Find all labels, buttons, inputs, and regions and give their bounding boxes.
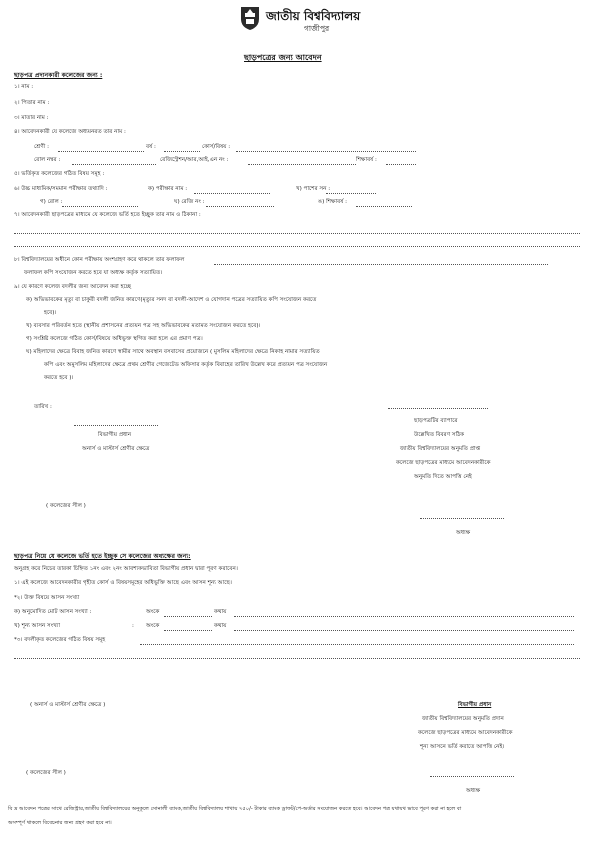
university-exam-input[interactable]	[214, 264, 548, 265]
footer-note-line1: বি দ্র আবেদন পত্রের সাথে রেজিস্ট্রার,জাতীয় বিশ্ববিদ্যালয়ের অনুকূলে সোনালী ব্যাংক,জাতীয় বিশ্ববিদ্যালয় শাখায় ৭৫০/- টাকার ব্যাংক ড্রাফট/পে-অর্ডার সংযোজন করতে হবে। আবেদন পত্র যথাযথ ভাবে পূরণ করা না হলে বা	[8, 806, 462, 812]
reason-a-cont: হবে)।	[44, 310, 57, 316]
section2-line3: *৩। বদলীকৃত কলেজের গঠিত বিষয় সমূহ	[14, 637, 106, 643]
section2-dept-head-title: বিভাগীয় প্রধান	[458, 702, 492, 708]
principal-sign-line-1[interactable]	[420, 518, 504, 519]
principal-line-1: ছাড়পত্রটির ব্যাপারে	[414, 418, 458, 424]
pass-year-label: খ) পাশের সন :	[296, 186, 331, 192]
registration-input[interactable]	[248, 164, 356, 165]
approved-seats-word-label: কথায়	[214, 609, 227, 615]
vacant-seats-colon: :	[132, 623, 134, 629]
principal-label-2: অধ্যক্ষ	[466, 788, 481, 794]
result-copy-note: ফলাফল কপি সংযোজন করতে হবে যা অধ্যক্ষ কর্তৃক সত্যায়িত।	[24, 270, 163, 276]
field-father-label: ২। পিতার নাম :	[14, 100, 50, 106]
university-location: গাজীপুর	[304, 24, 330, 33]
dept-head-sub: অনার্স ও মাস্টার্স শ্রেণীর ক্ষেত্রে	[82, 446, 150, 452]
dept-head-title: বিভাগীয় প্রধান	[98, 432, 132, 438]
hsc-session-input[interactable]	[356, 206, 412, 207]
college-seal-label-1: ( কলেজের সীল )	[46, 503, 86, 509]
principal-line-4: কলেজে ছাড়পত্রের মাধ্যমে আবেদনকারীকে	[396, 460, 491, 466]
target-college-label: ৭। আবেদনকারী ছাড়পত্রের মাধ্যমে যে কলেজে ভর্তি হতে ইচ্ছুক তার নাম ও ঠিকানা :	[14, 212, 201, 218]
field-subjects-label: ৫। ভর্তিকৃত কলেজের গঠিত বিষয় সমূহ :	[14, 171, 105, 177]
section2-intro: অনুগ্রহ করে নিচের তারকা চিহ্নিত ১নং এবং ২নং আবশ্যকভাবিতা বিভাগীয় প্রধান দ্বারা পূরণ করাবেন।	[14, 566, 238, 572]
reason-c: গ) সংশ্লিষ্ট কলেজে গঠিত কোর্স/বিষয়ে অধিভুক্ত স্থগিত করা হলে এর প্রমাণ পত্র।	[26, 336, 203, 342]
approved-seats-word-input[interactable]	[234, 616, 574, 617]
dept-head-sign-line[interactable]	[74, 425, 158, 426]
roll-label: রোল নম্বর :	[34, 157, 61, 163]
reason-d-cont2: করতে হবে )।	[44, 375, 74, 381]
field-name-label: ১। নাম :	[14, 84, 34, 90]
section2-line1: ১। এই কলেজে আবেদনকারীর গৃহীত কোর্স ও বিষয়সমূহের অধিভুক্তি আছে এবং আসন শূন্য আছে।	[14, 580, 232, 586]
hsc-info-label: ৬। উচ্চ মাধ্যমিক/সমমান পরীক্ষার তথ্যাদি :	[14, 186, 108, 192]
reason-a: ক) অভিভাবকের মৃত্যু বা চাকুরী বদলী জনিত কারণে(মৃত্যুর সনদ বা বদলী-আদেশ ও যোগদান পত্রের সত্যায়িত কপি সংযোজন করতে	[26, 297, 317, 303]
year-label: বর্ষ :	[146, 144, 156, 150]
footer-note-line2: অসম্পূর্ণ থাকলে বিবেচনার জন্য গ্রহণ করা হবে না।	[8, 820, 112, 826]
consent-line-3: শূন্য আসনে ভর্তি করাতে আপত্তি নেই।	[420, 744, 505, 750]
reason-d: ঘ) মহিলাদের ক্ষেত্রে বিবাহ জনিত কারণে স্বামীর সাথে অবস্থান বসবাসের প্রয়োজনে ( মুসলিম মহিলাদের ক্ষেত্রে নিকাহ নামার সত্যায়িত	[26, 349, 320, 355]
class-input[interactable]	[58, 151, 144, 152]
target-college-input-line2[interactable]	[14, 246, 580, 247]
vacant-seats-word-input[interactable]	[234, 630, 574, 631]
principal-line-5: অনুমতি দিতে আপত্তি নেই	[414, 474, 472, 480]
transfer-subjects-input-line2[interactable]	[14, 658, 580, 659]
university-crest-icon	[239, 5, 261, 31]
field-current-college-label: ৪। আবেদনকারী যে কলেজে অধ্যয়নরত তার নাম :	[14, 129, 126, 135]
registration-label: রেজিস্ট্রেশন/আর,আই,এন নং :	[160, 157, 229, 163]
hsc-reg-label: ঘ) রেজি নং :	[174, 199, 205, 205]
reason-b: খ) ব্যবসার পরিবর্তন হতে (স্থানীয় প্রশাসনের প্রত্যয়ন পত্র সহ অভিভাবকের মতামত সংযোজন করতে হবে)।	[26, 323, 261, 329]
date-label: তারিখ :	[34, 404, 52, 410]
college-seal-label-2: ( কলেজের সীল )	[26, 770, 66, 776]
university-exam-label: ৮। বিশ্ববিদ্যালয়ের অধীনে কোন পরীক্ষায় অংশগ্রহণ করে থাকলে তার ফলাফল	[14, 257, 185, 263]
target-college-input-line1[interactable]	[14, 233, 580, 234]
approved-seats-label: ক) অনুমোদিত মোট আসন সংখ্যা :	[14, 609, 92, 615]
vacant-seats-label: খ) শূন্য আসন সংখ্যা	[14, 623, 61, 629]
exam-name-input[interactable]	[194, 193, 270, 194]
principal-line-2: উল্লেখিত বিবরণ সঠিক	[414, 432, 465, 438]
pass-year-input[interactable]	[326, 193, 376, 194]
principal-line-3: জাতীয় বিশ্ববিদ্যালয়ের অনুমতি প্রাপ্ত	[400, 446, 481, 452]
exam-name-label: ক) পরীক্ষার নাম :	[148, 186, 188, 192]
session-label: শিক্ষাবর্ষ :	[356, 157, 377, 163]
hsc-session-label: ঙ) শিক্ষাবর্ষ :	[318, 199, 347, 205]
field-mother-label: ৩। মাতার নাম :	[14, 115, 49, 121]
section2-heading: ছাড়পত্র নিয়ে যে কলেজে ভর্তি হতে ইচ্ছুক সে কলেজের অধ্যক্ষের জন্য:	[14, 553, 191, 560]
hsc-reg-input[interactable]	[206, 206, 274, 207]
section2-dept-note: ( অনার্স ও মাস্টার্স শ্রেণীর ক্ষেত্রে )	[30, 702, 106, 708]
transfer-subjects-input[interactable]	[140, 644, 574, 645]
consent-line-1: জাতীয় বিশ্ববিদ্যালয়ের অনুমতি প্রদান	[422, 716, 504, 722]
principal-label-1: অধ্যক্ষ	[456, 530, 471, 536]
roll-input[interactable]	[72, 164, 156, 165]
course-label: কোর্স/বিষয় :	[202, 144, 231, 150]
hsc-roll-input[interactable]	[62, 206, 138, 207]
course-input[interactable]	[236, 151, 416, 152]
vacant-seats-number-label: অংকে	[146, 623, 160, 629]
principal-sign-line-2[interactable]	[430, 776, 514, 777]
section1-heading: ছাড়পত্র প্রদানকারী কলেজের জন্য :	[14, 72, 103, 79]
principal-sign-line-top[interactable]	[388, 408, 488, 409]
year-input[interactable]	[164, 151, 200, 152]
section2-line2: *২। উক্ত বিষয়ে আসন সংখ্যা	[14, 595, 80, 601]
session-input[interactable]	[386, 164, 416, 165]
form-title: ছাড়পত্রের জন্য আবেদন	[244, 53, 322, 62]
university-title: জাতীয় বিশ্ববিদ্যালয়	[266, 9, 361, 23]
reason-d-cont1: কপি এবং অমুসলিম মহিলাদের ক্ষেত্রে প্রথম শ্রেণীর গেজেটেড অফিসার কর্তৃক বিবাহের তারিখ উল্লেখ করে প্রত্যয়ন পত্র সংযোজন	[44, 362, 328, 368]
hsc-roll-label: গ) রোল :	[40, 199, 63, 205]
transfer-reason-label: ৯। যে কারণে কলেজ বদলীর জন্য আবেদন করা হচ্ছে	[14, 284, 132, 290]
vacant-seats-word-label: কথায়	[214, 623, 227, 629]
consent-line-2: কলেজে ছাড়পত্রের মাধ্যমে আবেদনকারীকে	[418, 730, 513, 736]
approved-seats-number-input[interactable]	[164, 616, 212, 617]
vacant-seats-number-input[interactable]	[164, 630, 212, 631]
approved-seats-number-label: অংকে	[146, 609, 160, 615]
class-label: শ্রেণী :	[34, 144, 49, 150]
